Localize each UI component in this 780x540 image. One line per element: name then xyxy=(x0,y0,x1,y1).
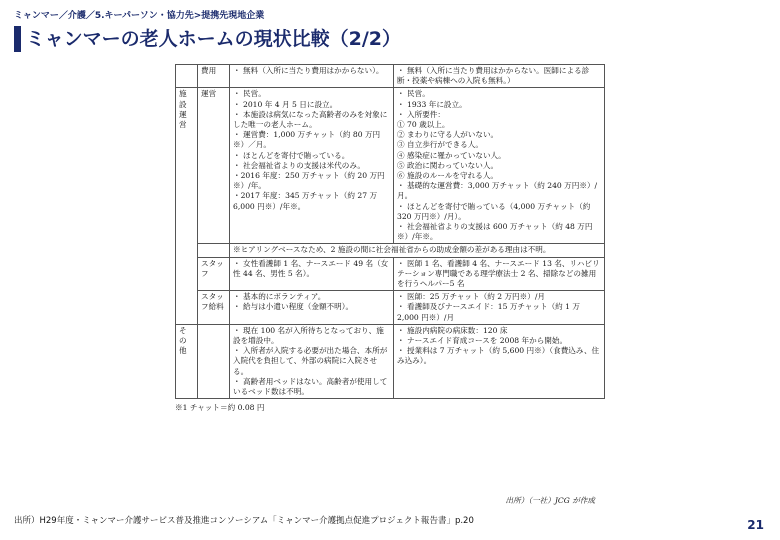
list-item: ・ 社会福祉省よりの支援は米代のみ。 xyxy=(233,160,365,170)
breadcrumb: ミャンマー／介護／5.キーパーソン・協力先>提携先現地企業 xyxy=(14,11,265,21)
list-item: ② まわりに守る人がいない。 xyxy=(397,130,499,140)
salary-left xyxy=(230,291,394,325)
list-item: ・ 基本的にボランティア。 xyxy=(233,292,326,302)
staff-right: ・ 医師 1 名、看護師 4 名、ナースエード 13 名、リハビリテーション専門職である理学療法士 2 名、掃除などの雑用を行うヘルパー5 名 xyxy=(394,257,605,291)
staff-left: ・ 女性看護師 1 名、ナースエード 49 名（女性 44 名、男性 5 名）。 xyxy=(230,257,394,291)
other-right xyxy=(394,324,605,398)
table-row-fee xyxy=(176,65,605,88)
row-label-staff: スタッフ xyxy=(198,257,230,291)
comparison-table xyxy=(175,64,605,399)
table-row-note xyxy=(176,244,605,257)
list-item: ・ 運営費：1,000 万チャット（約 80 万円※）／月。 xyxy=(233,130,381,150)
table-row-salary xyxy=(176,291,605,325)
list-item: ・ 本施設は病気になった高齢者のみを対象にした唯一の老人ホーム。 xyxy=(233,109,388,130)
other-left xyxy=(230,324,394,398)
list-item: ・ 基礎的な運営費：3,000 万チャット（約 240 万円※）/月。 xyxy=(397,181,598,201)
list-item: ・ 現在 100 名が入所待ちとなっており、施設を増設中。 xyxy=(233,325,384,346)
empty-cell xyxy=(198,244,230,257)
operation-note: ※ヒアリングベースなため、2 施設の間に社会福祉省からの助成金額の差がある理由は不明。 xyxy=(230,244,605,257)
list-item: ・ ナースエイド育成コースを 2008 年から開始。 xyxy=(397,336,568,346)
list-item: ③ 自立歩行ができる人。 xyxy=(397,140,483,150)
list-item: ⑤ 政治に関わっていない人。 xyxy=(397,160,499,170)
operation-left xyxy=(230,88,394,244)
page-number: 21 xyxy=(747,518,764,532)
list-item: ・ 民営。 xyxy=(233,89,266,99)
table-row-other xyxy=(176,324,605,398)
title-accent-bar xyxy=(14,26,21,52)
salary-right xyxy=(394,291,605,325)
exchange-rate-note: ※1 チャット＝約 0.08 円 xyxy=(175,403,265,413)
row-label-salary: スタッフ給料 xyxy=(198,291,230,325)
list-item: ・2016 年度：250 万チャット（約 20 万円※）/年。 xyxy=(233,171,385,191)
page-title: ミャンマーの老人ホームの現状比較（2/2） xyxy=(26,28,402,50)
row-label-fee: 費用 xyxy=(198,65,230,88)
row-label-operation: 運営 xyxy=(198,88,230,244)
list-item: ・ 医師：25 万チャット（約 2 万円※）/月 xyxy=(397,292,545,302)
list-item: ・2017 年度：345 万チャット（約 27 万 6,000 円※）/年※。 xyxy=(233,191,378,211)
list-item: ・ 施設内病院の病床数：120 床 xyxy=(397,325,508,335)
row-label-other: その他 xyxy=(176,324,198,398)
empty-cell xyxy=(176,65,198,88)
empty-cell xyxy=(198,324,230,398)
table-row-operation xyxy=(176,88,605,244)
scanned-table-image xyxy=(175,64,615,519)
list-item: ・ ほとんどを寄付で賄っている（4,000 万チャット（約 320 万円※）/月）。 xyxy=(397,201,591,221)
list-item: ・ 給与は小遣い程度（金額不明）。 xyxy=(233,302,354,312)
table-row-staff xyxy=(176,257,605,291)
list-item: ・ 社会福祉省よりの支援は 600 万チャット（約 48 万円※）/年※。 xyxy=(397,222,593,242)
list-item: ⑥ 施設のルールを守れる人。 xyxy=(397,171,498,181)
list-item: ・ 看護師及びナースエイド：15 万チャット（約 1 万 2,000 円※）/月 xyxy=(397,302,581,322)
list-item: ① 70 歳以上。 xyxy=(397,120,450,130)
row-label-facility: 施設運営 xyxy=(176,88,198,324)
list-item: ・ 入所者が入院する必要が出た場合、本所が入院代を負担して、外部の病院に入院させる。 xyxy=(233,346,388,376)
list-item: ・ 1933 年に設立。 xyxy=(397,99,467,109)
list-item: ・ ほとんどを寄付で賄っている。 xyxy=(233,150,350,160)
operation-right xyxy=(394,88,605,244)
list-item: ④ 感染症に罹かっていない人。 xyxy=(397,150,506,160)
fee-right: ・ 無料（入所に当たり費用はかからない。医師による診断・投薬や病棟への入院も無料。） xyxy=(394,65,605,88)
list-item: ・ 高齢者用ベッドはない。高齢者が使用しているベッド数は不明。 xyxy=(233,376,388,397)
list-item: ・ 2010 年 4 月 5 日に設立。 xyxy=(233,99,338,109)
fee-left: ・ 無料（入所に当たり費用はかからない）。 xyxy=(230,65,394,88)
list-item: ・ 授業料は 7 万チャット（約 5,600 円※）（食費込み、住み込み）。 xyxy=(397,346,600,366)
citation: 出所）H29年度・ミャンマー介護サービス普及推進コンソーシアム「ミャンマー介護拠点促進プロジェクト報告書」p.20 xyxy=(14,516,474,526)
table-source: 出所）（一社）JCG が作成 xyxy=(505,496,595,505)
list-item: ・ 民営。 xyxy=(397,89,430,99)
list-item: ・ 入所要件： xyxy=(397,109,445,119)
